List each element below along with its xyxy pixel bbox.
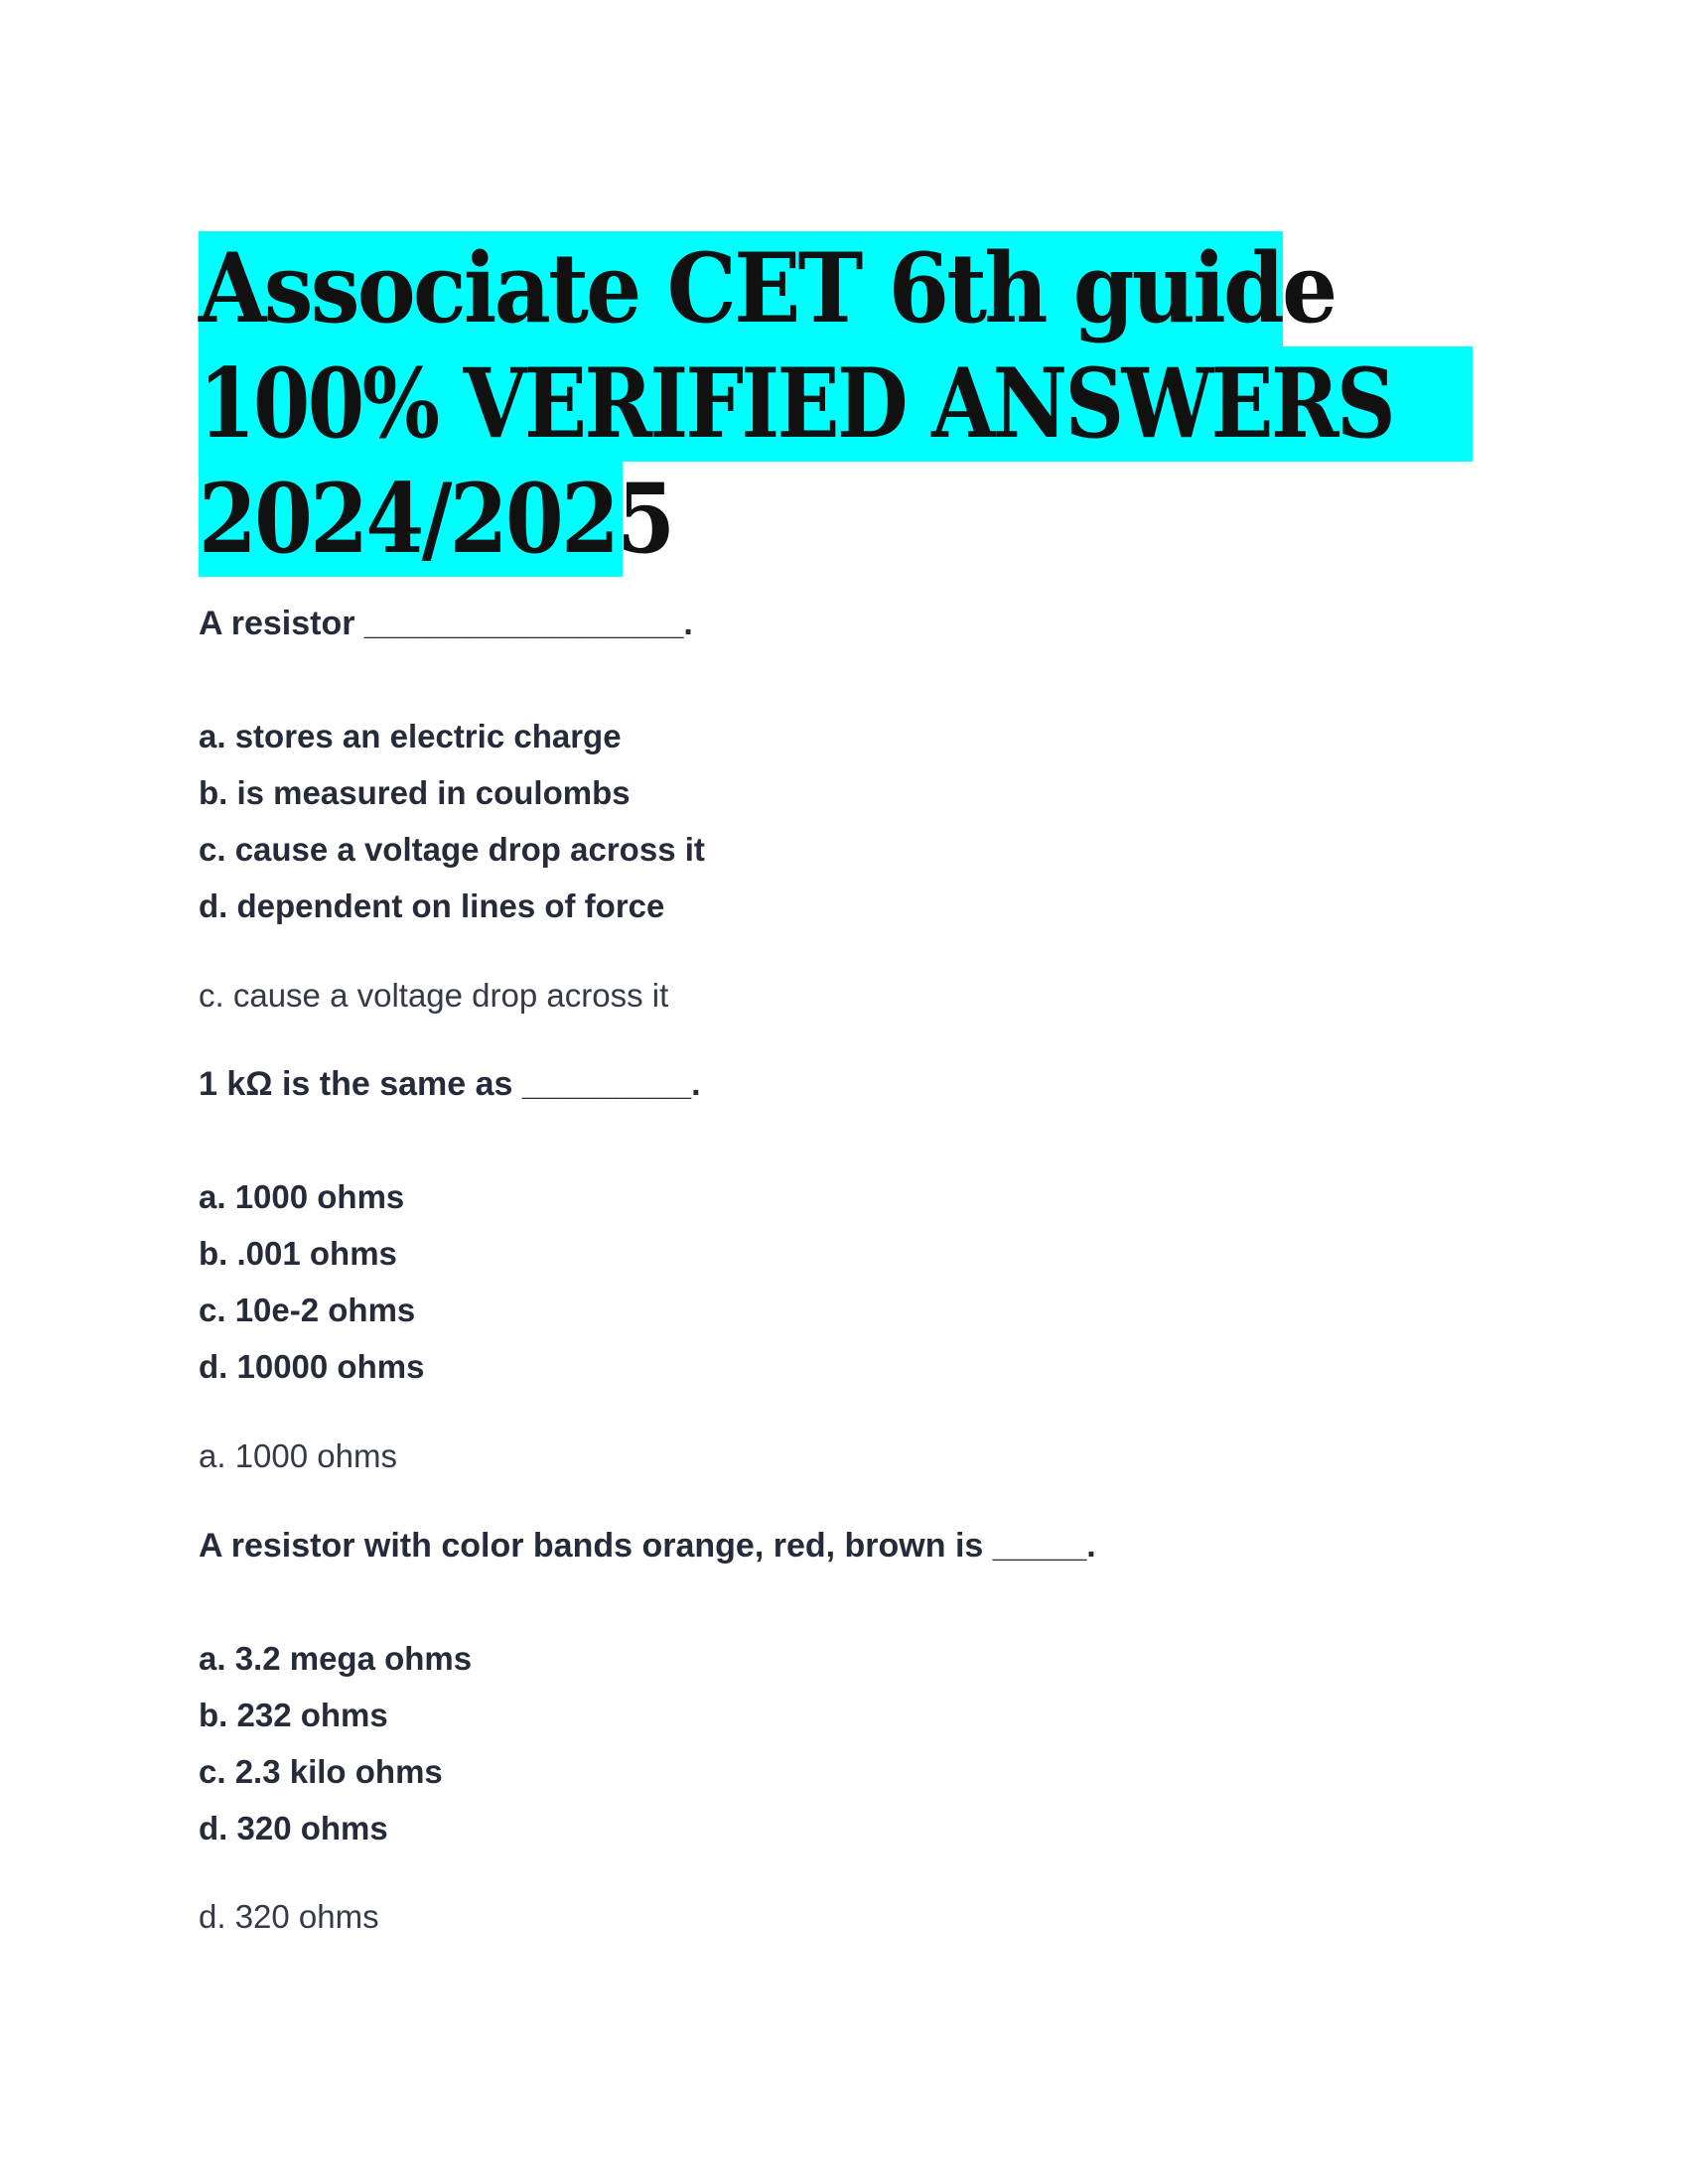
question-2-prompt: 1 kΩ is the same as _________.: [199, 1065, 701, 1103]
question-3-option-c: c. 2.3 kilo ohms: [199, 1753, 443, 1790]
question-1-option-c: c. cause a voltage drop across it: [199, 831, 705, 868]
question-3-answer: d. 320 ohms: [199, 1898, 379, 1935]
question-1-option-d: d. dependent on lines of force: [199, 887, 665, 924]
question-1-answer: c. cause a voltage drop across it: [199, 977, 669, 1014]
question-3-option-b: b. 232 ohms: [199, 1697, 388, 1733]
title-line-2: [199, 346, 1473, 462]
title-text-2: 100% VERIFIED ANSWERS: [199, 347, 1394, 460]
question-2-option-a: a. 1000 ohms: [199, 1178, 405, 1215]
question-2-option-c: c. 10e-2 ohms: [199, 1292, 416, 1328]
question-3-prompt: A resistor with color bands orange, red, brown is _____.: [199, 1527, 1096, 1565]
question-1-option-b: b. is measured in coulombs: [199, 774, 631, 811]
title-line-1: [199, 231, 1336, 346]
question-2-answer: a. 1000 ohms: [199, 1437, 397, 1474]
question-3-option-d: d. 320 ohms: [199, 1810, 388, 1846]
title-text-1: Associate CET 6th guide: [199, 232, 1336, 344]
question-2-option-b: b. .001 ohms: [199, 1235, 397, 1272]
question-1-option-a: a. stores an electric charge: [199, 718, 622, 754]
title-text-3: 2024/2025: [199, 463, 673, 575]
title-line-3: [199, 462, 673, 577]
question-2-option-d: d. 10000 ohms: [199, 1348, 425, 1385]
question-1-prompt: A resistor _________________.: [199, 605, 693, 642]
question-3-option-a: a. 3.2 mega ohms: [199, 1640, 473, 1677]
